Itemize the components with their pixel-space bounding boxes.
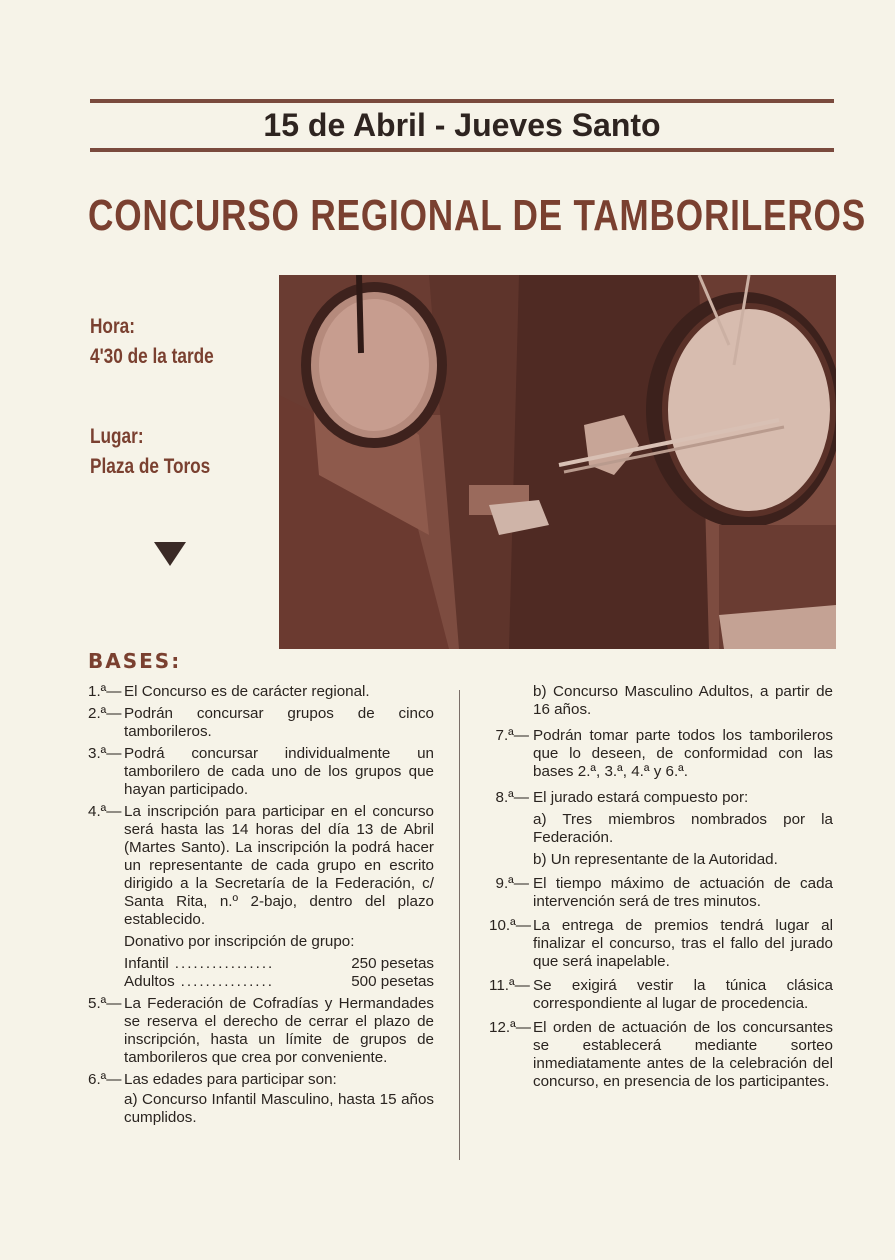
base-text: La inscripción para participar en el concurso será hasta las 14 horas del día 13 de Abril (Martes Santo). La inscripción la podrá hacer un representante de cada grupo en escrito dirigido a la Secretaría de la Federación, c/ Santa Rita, n.º 2-bajo, dentro del plazo establecido. xyxy=(124,803,434,928)
bases-left-column xyxy=(88,683,434,1131)
fee-value: 500 pesetas xyxy=(351,973,434,990)
base-number: 10.ª— xyxy=(489,917,531,934)
base-number: 9.ª— xyxy=(495,875,529,892)
fee-label: Adultos xyxy=(124,973,175,990)
donativo-text: Donativo por inscripción de grupo: xyxy=(124,933,355,950)
fee-row-infantil xyxy=(88,955,434,973)
base-number: 7.ª— xyxy=(495,727,529,744)
base-item-11 xyxy=(489,977,833,1013)
base-text: Podrá concursar individualmente un tamborilero de cada uno de los grupos que hayan participado. xyxy=(124,745,434,798)
base-number: 8.ª— xyxy=(495,789,529,806)
base-number: 11.ª— xyxy=(489,977,530,994)
base-item-8a: a) Tres miembros nombrados por la Federación. xyxy=(533,811,833,846)
base-text: La entrega de premios tendrá lugar al finalizar el concurso, tras el fallo del jurado que será inapelable. xyxy=(533,917,833,970)
base-item-5 xyxy=(88,995,434,1067)
base-item-6 xyxy=(88,1071,434,1089)
base-text: El tiempo máximo de actuación de cada intervención será de tres minutos. xyxy=(533,875,833,910)
base-item-10 xyxy=(489,917,833,971)
fee-label: Infantil xyxy=(124,955,169,972)
main-title: CONCURSO REGIONAL DE TAMBORILEROS xyxy=(88,191,867,240)
base-text: El Concurso es de carácter regional. xyxy=(124,683,370,700)
base-item-1 xyxy=(88,683,434,701)
base-item-6a: a) Concurso Infantil Masculino, hasta 15 años cumplidos. xyxy=(124,1091,434,1126)
bases-title: BASES: xyxy=(88,649,182,673)
drummers-photo-illustration xyxy=(279,275,836,649)
base-text: El orden de actuación de los concursantes se establecerá mediante sorteo inmediatamente antes de la celebración del concurso, en presencia de los participantes. xyxy=(533,1019,833,1090)
base-item-6b: b) Concurso Masculino Adultos, a partir de 16 años. xyxy=(533,683,833,718)
drummers-photo xyxy=(279,275,836,649)
base-item-4 xyxy=(88,803,434,929)
column-divider xyxy=(459,690,460,1160)
bottom-rule xyxy=(90,148,834,152)
base-text: Podrán concursar grupos de cinco tamborileros. xyxy=(124,705,434,740)
base-number: 4.ª— xyxy=(88,803,122,820)
date-title: 15 de Abril - Jueves Santo xyxy=(263,107,661,143)
fee-dots: ................ xyxy=(174,955,275,972)
base-item-3 xyxy=(88,745,434,799)
lugar-value: Plaza de Toros xyxy=(90,455,211,478)
base-text: Las edades para participar son: xyxy=(124,1071,337,1088)
base-item-2 xyxy=(88,705,434,741)
hora-value: 4'30 de la tarde xyxy=(90,345,214,368)
fee-row-adultos xyxy=(88,973,434,991)
fee-value: 250 pesetas xyxy=(351,955,434,972)
base-text: Podrán tomar parte todos los tamborileros que lo deseen, de conformidad con las bases 2.ª, 3.ª, 4.ª y 6.ª. xyxy=(533,727,833,780)
base-item-7 xyxy=(493,727,833,781)
fee-dots: ............... xyxy=(180,973,274,990)
base-number: 3.ª— xyxy=(88,745,122,762)
lugar-label: Lugar: xyxy=(90,425,144,448)
base-item-9 xyxy=(493,875,833,911)
lugar-block xyxy=(90,422,210,482)
base-item-8b: b) Un representante de la Autoridad. xyxy=(533,851,778,868)
base-text: El jurado estará compuesto por: xyxy=(533,789,749,806)
base-item-8 xyxy=(493,789,833,807)
hora-block xyxy=(90,312,214,372)
base-number: 6.ª— xyxy=(88,1071,122,1088)
base-number: 5.ª— xyxy=(88,995,122,1012)
bases-right-column xyxy=(489,683,833,1095)
base-text: La Federación de Cofradías y Hermandades se reserva el derecho de cerrar el plazo de inscripción, hasta un límite de grupos de tamborileros que crea por conveniente. xyxy=(124,995,434,1066)
base-number: 12.ª— xyxy=(489,1019,531,1036)
top-rule xyxy=(90,99,834,103)
base-item-12 xyxy=(489,1019,833,1091)
hora-label: Hora: xyxy=(90,315,135,338)
base-number: 1.ª— xyxy=(88,683,122,700)
down-triangle-icon xyxy=(154,542,186,566)
base-text: Se exigirá vestir la túnica clásica correspondiente al lugar de procedencia. xyxy=(533,977,833,1012)
base-number: 2.ª— xyxy=(88,705,122,722)
